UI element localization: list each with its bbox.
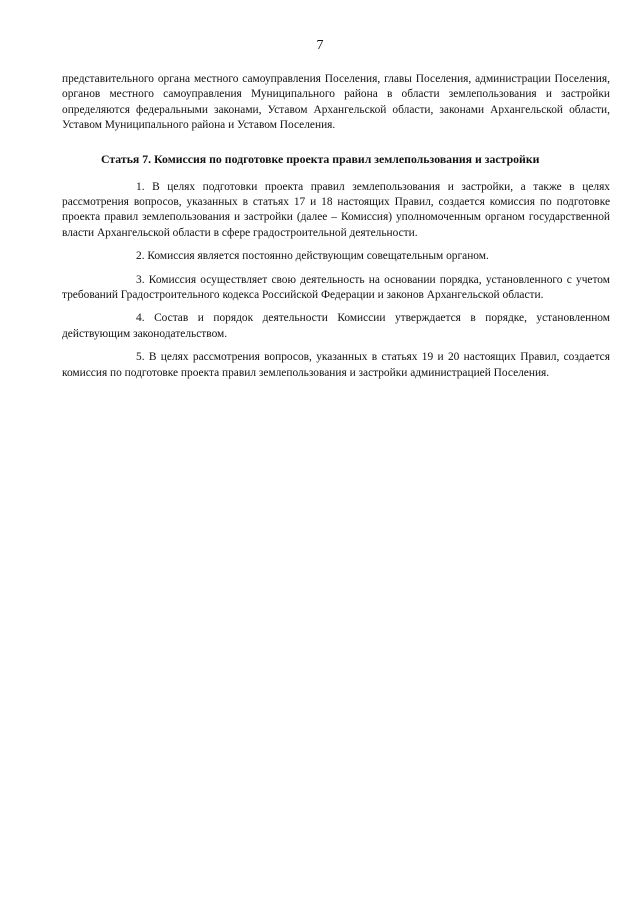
document-body	[62, 72, 610, 381]
article-heading: Статья 7. Комиссия по подготовке проекта правил землепользования и застройки	[101, 151, 540, 166]
list-item-number: 4.	[136, 312, 145, 325]
list-item-4	[62, 311, 610, 342]
list-item-2	[62, 249, 610, 264]
list-item-number: 1.	[136, 180, 145, 193]
list-item-3	[62, 273, 610, 304]
list-item-number: 2.	[136, 250, 145, 263]
list-item-number: 3.	[136, 273, 145, 286]
intro-paragraph: представительного органа местного самоуправления Поселения, главы Поселения, администрации Поселения, органов местного самоуправления Муниципального района в области землепользования и застройки определяются федеральными законами, Уставом Архангельской области, законами Архангельской области, Уставом Муниципального района и Уставом Поселения.	[62, 73, 610, 132]
list-item-text: В целях подготовки проекта правил землепользования и застройки, а также в целях рассмотрения вопросов, указанных в статьях 17 и 18 настоящих Правил, создается комиссия по подготовке проекта правил землепользования и застройки (далее – Комиссия) уполномоченным органом государственной власти Архангельской области в сфере градостроительной деятельности.	[62, 180, 610, 239]
list-item-number: 5.	[136, 351, 145, 364]
list-item-text: Комиссия является постоянно действующим совещательным органом.	[147, 250, 489, 263]
page-number: 7	[316, 38, 324, 53]
list-item-text: В целях рассмотрения вопросов, указанных в статьях 19 и 20 настоящих Правил, создается комиссия по подготовке проекта правил землепользования и застройки администрацией Поселения.	[62, 351, 610, 379]
list-item-text: Состав и порядок деятельности Комиссии утверждается в порядке, установленном действующим законодательством.	[62, 312, 610, 340]
list-item-5	[62, 350, 610, 381]
list-item-text: Комиссия осуществляет свою деятельность на основании порядка, установленного с учетом требований Градостроительного кодекса Российской Федерации и законов Архангельской области.	[62, 273, 610, 302]
list-item-1	[62, 180, 610, 242]
